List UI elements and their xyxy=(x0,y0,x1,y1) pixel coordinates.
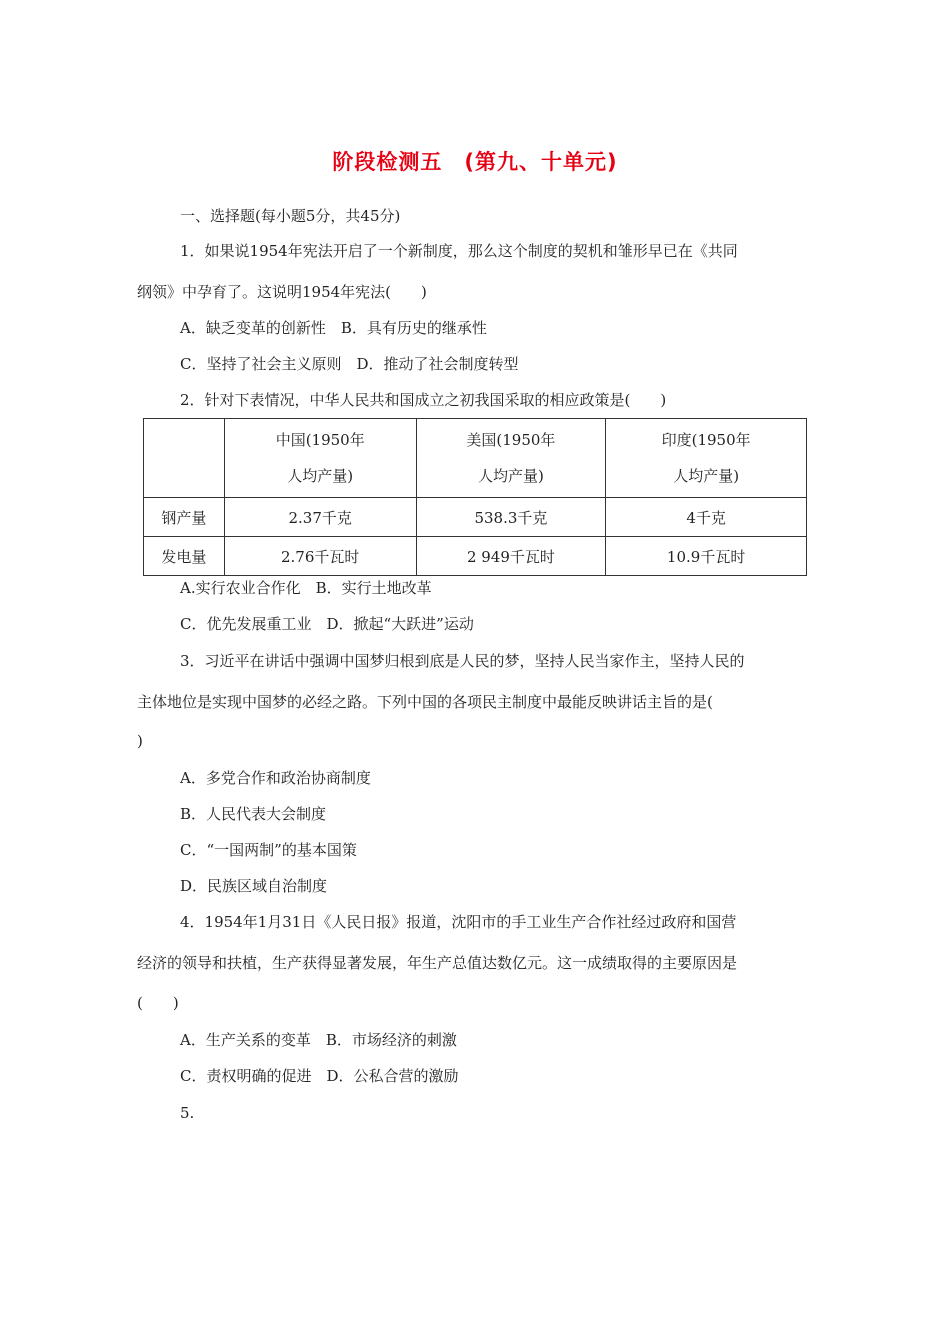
q2-options-line1: A.实行农业合作化 B．实行土地改革 xyxy=(180,579,432,597)
q1-stem-line1: 1．如果说1954年宪法开启了一个新制度，那么这个制度的契机和雏形早已在《共同 xyxy=(180,242,738,260)
q4-stem-line1: 4．1954年1月31日《人民日报》报道，沈阳市的手工业生产合作社经过政府和国营 xyxy=(180,913,737,931)
header-line: 中国(1950年 xyxy=(275,431,365,449)
table-cell: 2.37千克 xyxy=(224,498,416,537)
q1-stem-line2: 纲领》中孕育了。这说明1954年宪法( ) xyxy=(137,283,427,301)
q3-stem-line2: 主体地位是实现中国梦的必经之路。下列中国的各项民主制度中最能反映讲话主旨的是( xyxy=(137,693,713,711)
q2-options-line2: C．优先发展重工业 D．掀起“大跃进”运动 xyxy=(180,615,474,633)
table-cell: 2 949千瓦时 xyxy=(416,537,606,576)
table-header-cell xyxy=(606,419,807,498)
q3-stem-line1: 3．习近平在讲话中强调中国梦归根到底是人民的梦，坚持人民当家作主，坚持人民的 xyxy=(180,652,745,670)
q4-options-line2: C．责权明确的促进 D．公私合营的激励 xyxy=(180,1067,459,1085)
table-header-cell xyxy=(224,419,416,498)
q4-options-line1: A．生产关系的变革 B．市场经济的刺激 xyxy=(180,1031,457,1049)
production-table xyxy=(143,418,807,576)
table-cell: 钢产量 xyxy=(144,498,225,537)
table-header-cell xyxy=(144,419,225,498)
q5-stem: 5. xyxy=(180,1104,195,1122)
q3-option-d: D．民族区域自治制度 xyxy=(180,877,328,895)
q1-options-line1: A．缺乏变革的创新性 B．具有历史的继承性 xyxy=(180,319,487,337)
q3-option-c: C．“一国两制”的基本国策 xyxy=(180,841,357,859)
table-header-row xyxy=(144,419,807,498)
q2-stem: 2．针对下表情况，中华人民共和国成立之初我国采取的相应政策是( ) xyxy=(180,391,667,409)
header-line: 印度(1950年 xyxy=(661,431,751,449)
table-cell: 2.76千瓦时 xyxy=(224,537,416,576)
q3-stem-line3: ) xyxy=(137,732,143,750)
section-heading: 一、选择题(每小题5分，共45分) xyxy=(180,207,401,225)
table-header-cell xyxy=(416,419,606,498)
header-line: 人均产量) xyxy=(477,467,544,485)
q3-option-a: A．多党合作和政治协商制度 xyxy=(180,769,371,787)
header-line: 美国(1950年 xyxy=(466,431,556,449)
header-line: 人均产量) xyxy=(673,467,740,485)
header-line: 人均产量) xyxy=(287,467,354,485)
q4-stem-line3: ( ) xyxy=(137,994,179,1012)
q1-options-line2: C．坚持了社会主义原则 D．推动了社会制度转型 xyxy=(180,355,519,373)
table-cell: 4千克 xyxy=(606,498,807,537)
table-row xyxy=(144,537,807,576)
page-title: 阶段检测五 (第九、十单元) xyxy=(332,150,618,174)
q4-stem-line2: 经济的领导和扶植，生产获得显著发展，年生产总值达数亿元。这一成绩取得的主要原因是 xyxy=(137,954,738,972)
table-cell: 538.3千克 xyxy=(416,498,606,537)
table-cell: 发电量 xyxy=(144,537,225,576)
table-row xyxy=(144,498,807,537)
q3-option-b: B．人民代表大会制度 xyxy=(180,805,327,823)
table-cell: 10.9千瓦时 xyxy=(606,537,807,576)
